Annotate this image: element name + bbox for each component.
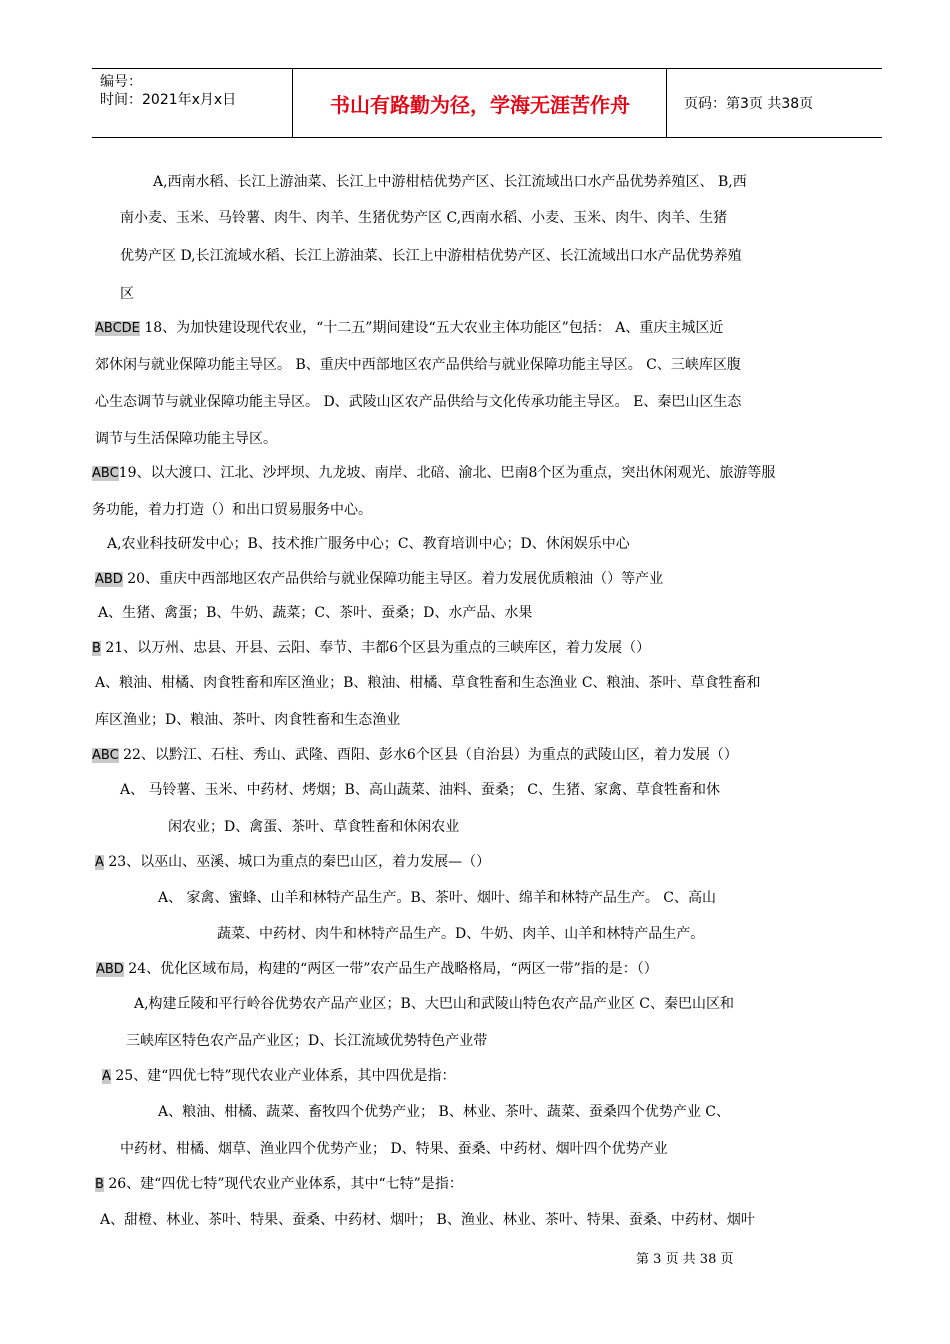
text-line bbox=[95, 710, 400, 730]
answer-key: ABC bbox=[92, 748, 119, 763]
line-text: 南小麦、玉米、马铃薯、肉牛、肉羊、生猪优势产区 C,西南水稻、小麦、玉米、肉牛、肉羊、生猪 bbox=[120, 210, 728, 226]
line-text: A、甜橙、林业、茶叶、特果、蚕桑、中药材、烟叶； B、渔业、林业、茶叶、特果、蚕桑、中药材、烟叶 bbox=[100, 1212, 755, 1228]
question-line bbox=[95, 569, 663, 590]
question-line bbox=[95, 852, 490, 873]
question-line bbox=[92, 638, 650, 659]
question-line bbox=[95, 318, 723, 339]
question-line bbox=[92, 745, 738, 766]
line-text: 26、建“四优七特”现代农业产业体系，其中“七特”是指： bbox=[103, 1176, 463, 1192]
answer-key: A bbox=[95, 855, 104, 870]
line-text: 调节与生活保障功能主导区。 bbox=[95, 431, 277, 447]
text-line bbox=[134, 994, 734, 1014]
line-text: 郊休闲与就业保障功能主导区。 B、重庆中西部地区农产品供给与就业保障功能主导区。 C、三峡库区腹 bbox=[95, 357, 741, 373]
line-text: 中药材、柑橘、烟草、渔业四个优势产业； D、特果、蚕桑、中药材、烟叶四个优势产业 bbox=[120, 1141, 668, 1157]
answer-key: ABC bbox=[92, 466, 119, 481]
page-header bbox=[92, 68, 882, 138]
header-meta bbox=[100, 73, 290, 109]
header-divider bbox=[292, 69, 293, 137]
page-footer: 第 3 页 共 38 页 bbox=[636, 1252, 734, 1267]
header-page-code: 页码：第3页 共38页 bbox=[684, 96, 814, 112]
text-line bbox=[126, 1031, 487, 1051]
text-line bbox=[92, 500, 372, 520]
question-line bbox=[96, 959, 658, 980]
line-text: 21、以万州、忠县、开县、云阳、奉节、丰都6个区县为重点的三峡库区，着力发展（） bbox=[100, 640, 651, 656]
text-line bbox=[217, 924, 704, 944]
line-text: A、 家禽、蜜蜂、山羊和林特产品生产。B、茶叶、烟叶、绵羊和林特产品生产。 C、高山 bbox=[158, 890, 717, 906]
serial-label: 编号： bbox=[100, 74, 142, 90]
line-text: 20、重庆中西部地区农产品供给与就业保障功能主导区。着力发展优质粮油（）等产业 bbox=[122, 571, 664, 587]
text-line bbox=[158, 1102, 730, 1122]
answer-key: ABD bbox=[95, 572, 123, 587]
line-text: 三峡库区特色农产品产业区；D、长江流域优势特色产业带 bbox=[126, 1033, 488, 1049]
line-text: 18、为加快建设现代农业，“十二五”期间建设“五大农业主体功能区”包括： A、重庆主城区近 bbox=[139, 320, 724, 336]
line-text: 22、以黔江、石柱、秀山、武隆、酉阳、彭水6个区县（自治县）为重点的武陵山区，着力发展（） bbox=[118, 747, 738, 763]
text-line bbox=[95, 429, 277, 449]
text-line bbox=[100, 1210, 755, 1230]
line-text: 蔬菜、中药材、肉牛和林特产品生产。D、牛奶、肉羊、山羊和林特产品生产。 bbox=[217, 926, 705, 942]
line-text: 19、以大渡口、江北、沙坪坝、九龙坡、南岸、北碚、渝北、巴南8个区为重点，突出休闲观光、旅游等服 bbox=[118, 465, 776, 481]
answer-key: A bbox=[102, 1069, 111, 1084]
line-text: 24、优化区域布局，构建的“两区一带”农产品生产战略格局，“两区一带”指的是：（） bbox=[123, 961, 658, 977]
text-line bbox=[120, 284, 134, 304]
line-text: 闲农业；D、禽蛋、茶叶、草食牲畜和休闲农业 bbox=[168, 819, 460, 835]
line-text: A、粮油、柑橘、肉食牲畜和库区渔业；B、粮油、柑橘、草食牲畜和生态渔业 C、粮油、茶叶、草食牲畜和 bbox=[95, 675, 761, 691]
text-line bbox=[120, 1139, 668, 1159]
line-text: 库区渔业；D、粮油、茶叶、肉食牲畜和生态渔业 bbox=[95, 712, 401, 728]
line-text: 23、以巫山、巫溪、城口为重点的秦巴山区，着力发展—（） bbox=[103, 854, 491, 870]
question-line bbox=[92, 463, 775, 484]
line-text: 优势产区 D,长江流域水稻、长江上游油菜、长江上中游柑桔优势产区、长江流域出口水产品优势养殖 bbox=[120, 248, 742, 264]
line-text: 区 bbox=[120, 286, 134, 302]
line-text: 务功能，着力打造（）和出口贸易服务中心。 bbox=[92, 502, 372, 518]
header-divider bbox=[666, 69, 667, 137]
text-line bbox=[95, 355, 741, 375]
text-line bbox=[95, 392, 741, 412]
answer-key: ABCDE bbox=[95, 321, 140, 336]
line-text: A,西南水稻、长江上游油菜、长江上中游柑桔优势产区、长江流域出口水产品优势养殖区、 B,西 bbox=[153, 174, 747, 190]
line-text: A、生猪、禽蛋；B、牛奶、蔬菜；C、茶叶、蚕桑；D、水产品、水果 bbox=[98, 605, 533, 621]
time-label: 时间：2021年x月x日 bbox=[100, 92, 237, 108]
line-text: A、粮油、柑橘、蔬菜、畜牧四个优势产业； B、林业、茶叶、蔬菜、蚕桑四个优势产业 C、 bbox=[158, 1104, 731, 1120]
text-line bbox=[153, 172, 747, 192]
line-text: A、 马铃薯、玉米、中药材、烤烟；B、高山蔬菜、油料、蚕桑； C、生猪、家禽、草食牲畜和休 bbox=[120, 782, 721, 798]
text-line bbox=[107, 534, 630, 554]
text-line bbox=[95, 673, 761, 693]
line-text: A,农业科技研发中心；B、技术推广服务中心；C、教育培训中心；D、休闲娱乐中心 bbox=[107, 536, 630, 552]
question-line bbox=[102, 1066, 455, 1087]
answer-key: ABD bbox=[96, 962, 124, 977]
text-line bbox=[120, 246, 742, 266]
answer-key: B bbox=[92, 641, 101, 656]
line-text: A,构建丘陵和平行岭谷优势农产品产业区；B、大巴山和武陵山特色农产品产业区 C、秦巴山区和 bbox=[134, 996, 735, 1012]
text-line bbox=[120, 208, 727, 228]
line-text: 心生态调节与就业保障功能主导区。 D、武陵山区农产品供给与文化传承功能主导区。 E、秦巴山区生态 bbox=[95, 394, 742, 410]
question-line bbox=[95, 1174, 463, 1195]
text-line bbox=[120, 780, 720, 800]
answer-key: B bbox=[95, 1177, 104, 1192]
line-text: 25、建“四优七特”现代农业产业体系，其中四优是指： bbox=[110, 1068, 456, 1084]
text-line bbox=[168, 817, 459, 837]
header-motto: 书山有路勤为径，学海无涯苦作舟 bbox=[330, 92, 630, 117]
text-line bbox=[98, 603, 532, 623]
text-line bbox=[158, 888, 716, 908]
